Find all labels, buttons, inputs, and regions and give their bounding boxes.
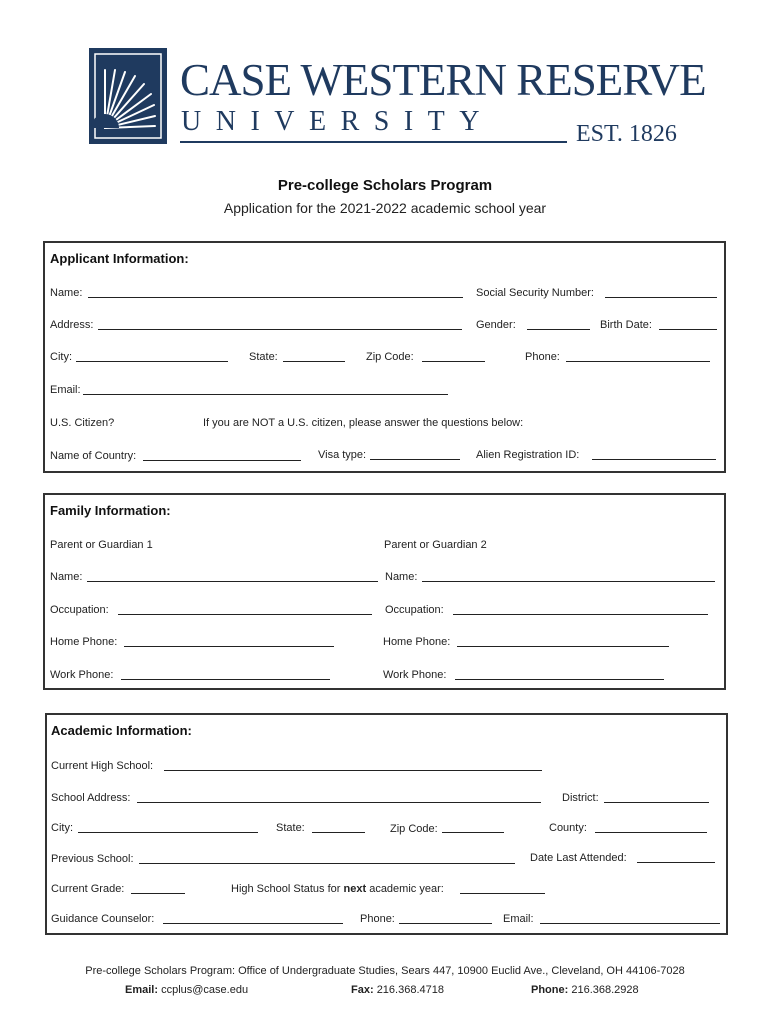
county-label: County:: [549, 822, 587, 834]
applicant-state-field[interactable]: [283, 361, 345, 362]
alien-id-label: Alien Registration ID:: [476, 449, 580, 461]
sunburst-icon: [89, 48, 167, 144]
applicant-name-field[interactable]: [88, 297, 463, 298]
logo-established: EST. 1826: [576, 121, 677, 147]
page-title: Pre-college Scholars Program: [277, 177, 493, 194]
footer-email-value[interactable]: ccplus@case.edu: [161, 984, 249, 996]
guardian-2-work-phone-field[interactable]: [455, 679, 664, 680]
logo-divider: [180, 141, 567, 143]
footer-phone-label: Phone:: [531, 984, 569, 996]
district-label: District:: [562, 792, 599, 804]
guidance-counselor-field[interactable]: [163, 923, 343, 924]
guardian-2-occupation-field[interactable]: [453, 614, 708, 615]
ssn-label: Social Security Number:: [476, 287, 594, 299]
school-city-field[interactable]: [78, 832, 258, 833]
guardian-1-name-label: Name:: [50, 571, 83, 583]
applicant-zip-field[interactable]: [422, 361, 485, 362]
guardian-2-home-phone-field[interactable]: [457, 646, 669, 647]
guardian-1-occupation-label: Occupation:: [50, 604, 109, 616]
applicant-address-label: Address:: [50, 319, 94, 331]
status-label-suffix: academic year:: [366, 883, 444, 895]
county-field[interactable]: [595, 832, 707, 833]
school-city-label: City:: [51, 822, 73, 834]
school-zip-field[interactable]: [442, 832, 504, 833]
country-label: Name of Country:: [50, 450, 137, 462]
previous-school-label: Previous School:: [51, 853, 134, 865]
applicant-section-heading: Applicant Information:: [50, 251, 189, 266]
counselor-phone-label: Phone:: [360, 913, 395, 925]
status-label-prefix: High School Status for: [231, 883, 344, 895]
logo-university-name: CASE WESTERN RESERVE: [180, 55, 706, 105]
district-field[interactable]: [604, 802, 709, 803]
school-address-field[interactable]: [137, 802, 541, 803]
guardian-2-heading: Parent or Guardian 2: [384, 539, 487, 551]
guardian-2-home-phone-label: Home Phone:: [383, 636, 451, 648]
high-school-field[interactable]: [164, 770, 542, 771]
footer-email-label: Email:: [125, 984, 159, 996]
school-state-label: State:: [276, 822, 305, 834]
us-citizen-label: U.S. Citizen?: [50, 417, 115, 429]
applicant-email-field[interactable]: [83, 394, 448, 395]
footer-fax: [351, 984, 444, 996]
high-school-status-field[interactable]: [460, 893, 545, 894]
birth-date-field[interactable]: [659, 329, 717, 330]
ssn-field[interactable]: [605, 297, 717, 298]
guardian-1-work-phone-label: Work Phone:: [50, 669, 114, 681]
guardian-1-heading: Parent or Guardian 1: [50, 539, 153, 551]
birth-date-label: Birth Date:: [600, 319, 652, 331]
guardian-1-home-phone-label: Home Phone:: [50, 636, 118, 648]
gender-field[interactable]: [527, 329, 590, 330]
applicant-address-field[interactable]: [98, 329, 462, 330]
visa-type-field[interactable]: [370, 459, 460, 460]
guardian-2-occupation-label: Occupation:: [385, 604, 444, 616]
guidance-counselor-label: Guidance Counselor:: [51, 913, 155, 925]
high-school-label: Current High School:: [51, 760, 154, 772]
guardian-2-work-phone-label: Work Phone:: [383, 669, 447, 681]
current-grade-field[interactable]: [131, 893, 185, 894]
visa-type-label: Visa type:: [318, 449, 367, 461]
school-zip-label: Zip Code:: [390, 823, 438, 835]
family-section-heading: Family Information:: [50, 503, 171, 518]
alien-id-field[interactable]: [592, 459, 716, 460]
gender-label: Gender:: [476, 319, 516, 331]
previous-school-field[interactable]: [139, 863, 515, 864]
university-seal-logo: [89, 48, 167, 144]
applicant-email-label: Email:: [50, 384, 81, 396]
academic-section-heading: Academic Information:: [51, 723, 192, 738]
non-citizen-note: If you are NOT a U.S. citizen, please answer the questions below:: [203, 417, 524, 429]
guardian-1-name-field[interactable]: [87, 581, 378, 582]
applicant-state-label: State:: [249, 351, 278, 363]
applicant-zip-label: Zip Code:: [366, 351, 414, 363]
counselor-email-field[interactable]: [540, 923, 720, 924]
counselor-phone-field[interactable]: [399, 923, 492, 924]
logo-university-word: UNIVERSITY: [181, 106, 494, 137]
guardian-1-occupation-field[interactable]: [118, 614, 372, 615]
footer-phone-value: 216.368.2928: [571, 984, 639, 996]
school-address-label: School Address:: [51, 792, 131, 804]
guardian-1-work-phone-field[interactable]: [121, 679, 330, 680]
current-grade-label: Current Grade:: [51, 883, 125, 895]
date-last-attended-field[interactable]: [637, 862, 715, 863]
country-field[interactable]: [143, 460, 301, 461]
footer-office-address: Pre-college Scholars Program: Office of Undergraduate Studies, Sears 447, 10900 Euclid Ave., Cleveland, OH 44106-7028: [85, 965, 685, 977]
date-last-attended-label: Date Last Attended:: [530, 852, 627, 864]
guardian-2-name-field[interactable]: [422, 581, 715, 582]
status-label-emphasis: next: [343, 883, 367, 895]
footer-fax-label: Fax:: [351, 984, 374, 996]
footer-fax-value: 216.368.4718: [376, 984, 444, 996]
academic-information-section: [45, 713, 728, 935]
applicant-phone-label: Phone:: [525, 351, 560, 363]
applicant-city-label: City:: [50, 351, 72, 363]
footer-phone: [531, 984, 639, 996]
applicant-phone-field[interactable]: [566, 361, 710, 362]
school-state-field[interactable]: [312, 832, 365, 833]
high-school-status-label: [231, 882, 444, 896]
footer-email: [125, 984, 248, 996]
counselor-email-label: Email:: [503, 913, 534, 925]
applicant-city-field[interactable]: [76, 361, 228, 362]
page-subtitle: Application for the 2021-2022 academic school year: [223, 200, 547, 216]
applicant-name-label: Name:: [50, 287, 83, 299]
family-information-section: [43, 493, 726, 690]
guardian-2-name-label: Name:: [385, 571, 418, 583]
guardian-1-home-phone-field[interactable]: [124, 646, 334, 647]
